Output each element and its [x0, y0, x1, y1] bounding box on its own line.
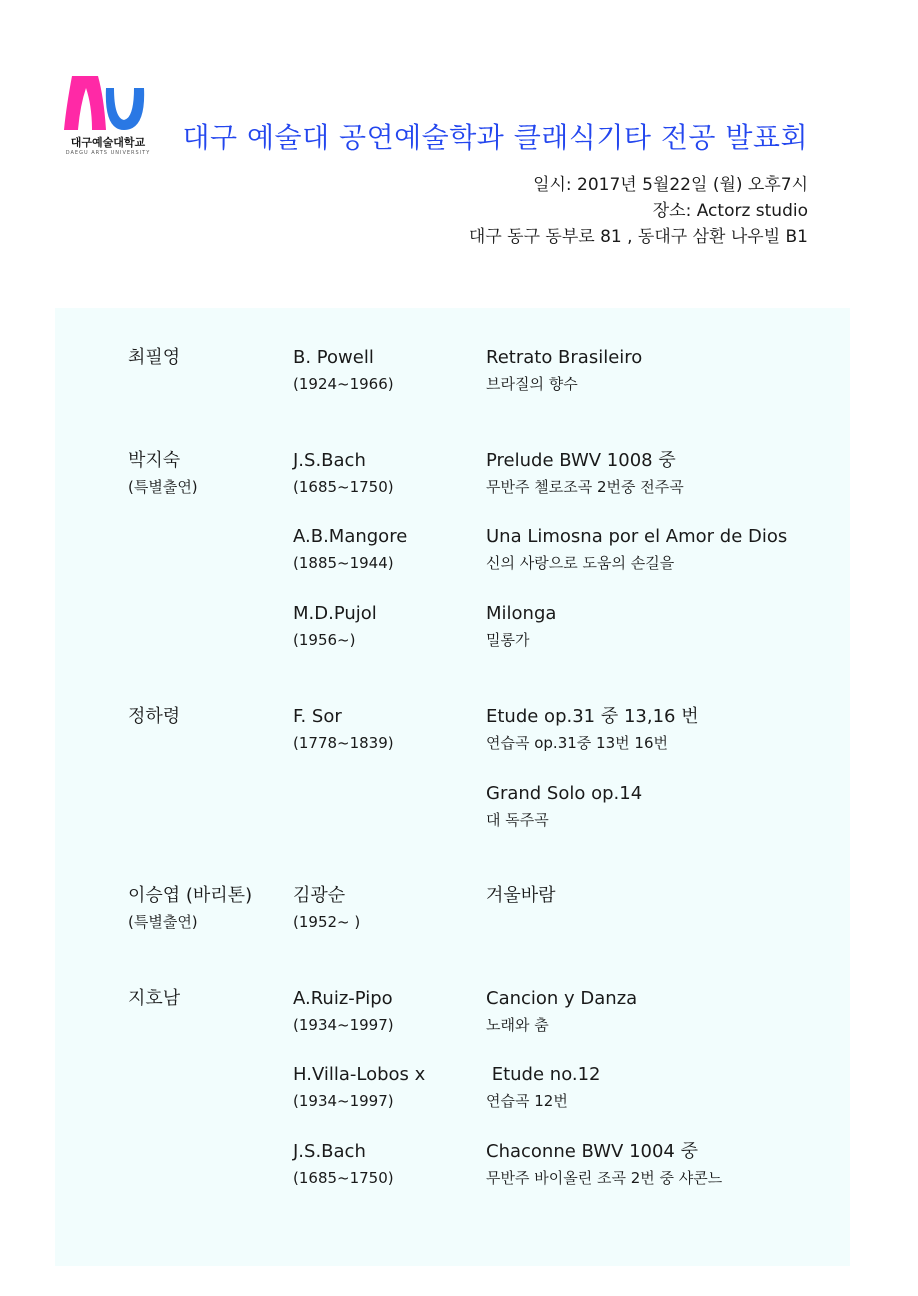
piece-title: Prelude BWV 1008 중	[486, 450, 676, 471]
event-info	[469, 172, 808, 250]
performer-name: 지호남	[128, 988, 181, 1009]
composer-years: (1778~1839)	[293, 734, 394, 752]
composer-name: F. Sor	[293, 706, 342, 727]
piece-title-korean: 연습곡 op.31중 13번 16번	[486, 734, 668, 752]
composer-name: B. Powell	[293, 347, 374, 368]
composer-name: A.Ruiz-Pipo	[293, 988, 393, 1009]
piece-title-korean: 브라질의 향수	[486, 375, 578, 393]
performer-note: (특별출연)	[128, 913, 198, 931]
event-place: 장소: Actorz studio	[652, 201, 808, 221]
composer-years: (1924~1966)	[293, 375, 394, 393]
composer-years: (1956~)	[293, 631, 356, 649]
piece-title-korean: 신의 사랑으로 도움의 손길을	[486, 554, 675, 572]
composer-name: 김광순	[293, 885, 346, 906]
piece-title: Chaconne BWV 1004 중	[486, 1141, 698, 1162]
piece-title: Etude op.31 중 13,16 번	[486, 706, 699, 727]
logo-subtext: DAEGU ARTS UNIVERSITY	[65, 150, 151, 156]
piece-title: Milonga	[486, 603, 557, 624]
composer-years: (1885~1944)	[293, 554, 394, 572]
composer-name: H.Villa-Lobos x	[293, 1064, 426, 1085]
piece-title-korean: 밀롱가	[486, 631, 530, 649]
composer-years: (1685~1750)	[293, 1169, 394, 1187]
composer-years: (1685~1750)	[293, 478, 394, 496]
logo-mark-icon	[58, 68, 158, 134]
performer-name: 최필영	[128, 347, 181, 368]
piece-title: Grand Solo op.14	[486, 783, 643, 804]
composer-years: (1934~1997)	[293, 1016, 394, 1034]
performer-note: (특별출연)	[128, 478, 198, 496]
composer-years: (1934~1997)	[293, 1092, 394, 1110]
composer-name: J.S.Bach	[293, 1141, 366, 1162]
piece-title: 겨울바람	[486, 885, 556, 906]
logo-text: 대구예술대학교	[70, 136, 146, 149]
performer-name: 박지숙	[128, 450, 181, 471]
composer-name: M.D.Pujol	[293, 603, 377, 624]
piece-title-korean: 대 독주곡	[486, 811, 549, 829]
piece-title-korean: 노래와 춤	[486, 1016, 549, 1034]
piece-title: Etude no.12	[486, 1064, 601, 1085]
composer-years: (1952~ )	[293, 913, 361, 931]
piece-title: Cancion y Danza	[486, 988, 638, 1009]
piece-title: Una Limosna por el Amor de Dios	[486, 526, 788, 547]
performer-name: 이승엽 (바리톤)	[128, 885, 253, 906]
event-address: 대구 동구 동부로 81 , 동대구 삼환 나우빌 B1	[468, 227, 808, 247]
event-date: 일시: 2017년 5월22일 (월) 오후7시	[533, 175, 808, 195]
piece-title: Retrato Brasileiro	[486, 347, 643, 368]
piece-title-korean: 연습곡 12번	[486, 1092, 568, 1110]
piece-title-korean: 무반주 바이올린 조곡 2번 중 샤콘느	[486, 1169, 723, 1187]
university-logo	[58, 68, 158, 160]
performer-name: 정하령	[128, 706, 181, 727]
composer-name: A.B.Mangore	[293, 526, 408, 547]
piece-title-korean: 무반주 첼로조곡 2번중 전주곡	[486, 478, 684, 496]
composer-name: J.S.Bach	[293, 450, 366, 471]
page-title: 대구 예술대 공연예술학과 클래식기타 전공 발표회	[182, 121, 808, 154]
